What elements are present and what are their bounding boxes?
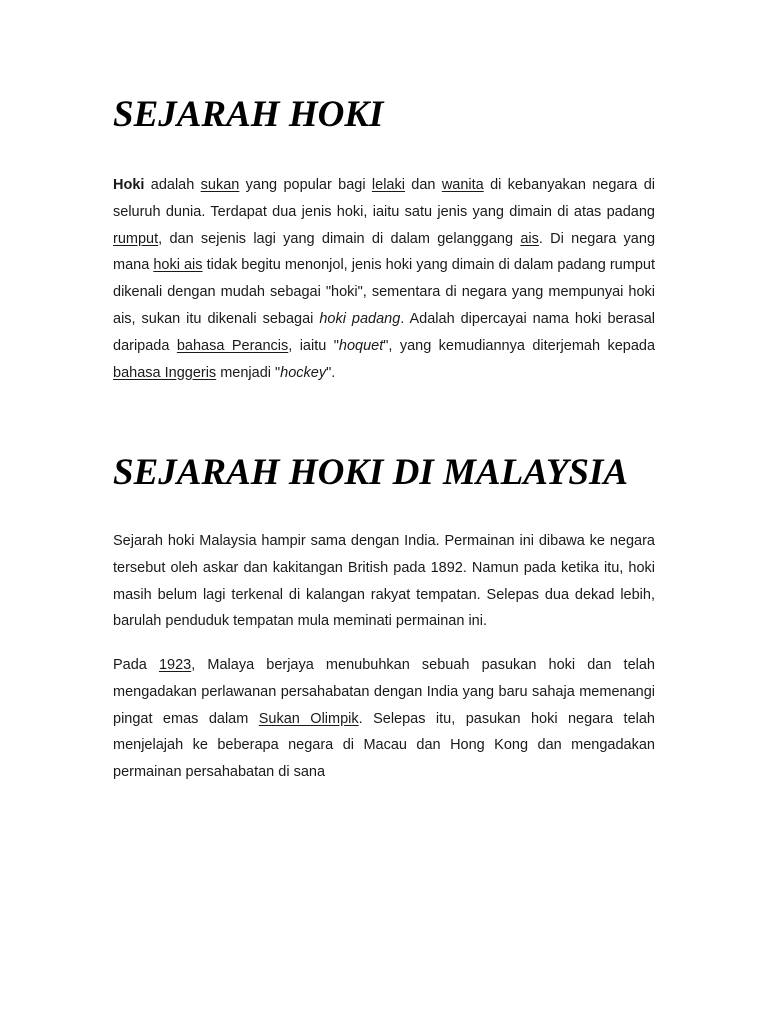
text-span: , Malaya berjaya menubuhkan sebuah pasukan hoki dan telah mengadakan perlawanan persahabatan dengan India yang baru sahaja memenangi pingat emas dalam [113,657,655,727]
text-span: tidak begitu menonjol, jenis hoki yang dimain di dalam padang rumput dikenali dengan mudah sebagai "hoki", sementara di negara yang mempunyai hoki ais, sukan itu dikenali sebagai [113,257,655,327]
text-span: . Di negara yang mana [113,230,656,274]
section-title-sejarah-hoki: SEJARAH HOKI [113,94,384,135]
link-bahasa-perancis[interactable]: bahasa Perancis [176,337,289,354]
link-bahasa-inggeris[interactable]: bahasa Inggeris [113,364,217,381]
text-span: , dan sejenis lagi yang dimain di dalam gelanggang [158,230,521,247]
text-span: . Selepas itu, pasukan hoki negara telah menjelajah ke beberapa negara di Macau dan Hong Kong dan mengadakan permainan persahabatan di sana [113,710,655,781]
text-span: yang popular bagi [239,177,372,193]
text-span-italic: hoki padang [319,310,401,327]
link-ais[interactable]: ais [520,230,539,247]
text-span: di kebanyakan negara di seluruh dunia. Terdapat dua jenis hoki, iaitu satu jenis yang dimain di atas padang [113,177,655,220]
text-span: dan [404,177,442,193]
text-span: Pada [113,657,159,673]
link-lelaki[interactable]: lelaki [371,177,405,193]
link-hoki-ais[interactable]: hoki ais [153,257,203,274]
paragraph-malaysia-history: Sejarah hoki Malaysia hampir sama dengan India. Permainan ini dibawa ke negara tersebut oleh askar dan kakitangan British pada 1892. Namun pada ketika itu, hoki masih belum lagi terkenal di kalangan rakyat tempatan. Selepas dua dekad lebih, barulah penduduk tempatan mula meminati permainan ini. [113,533,655,630]
link-rumput[interactable]: rumput [113,230,159,247]
link-1923[interactable]: 1923 [158,657,192,673]
text-span-italic: hockey [280,364,327,381]
text-span: . Adalah dipercayai nama hoki berasal daripada [113,310,655,354]
text-span-italic: hoquet [338,337,384,354]
paragraph-hoki-intro [113,172,655,386]
text-span: Hoki [113,177,145,193]
link-wanita[interactable]: wanita [441,177,484,193]
link-sukan[interactable]: sukan [200,177,240,193]
text-span: , iaitu " [288,337,339,354]
section-title-sejarah-hoki-malaysia: SEJARAH HOKI DI MALAYSIA [113,452,629,493]
text-span: menjadi " [216,364,281,381]
link-sukan-olimpik[interactable]: Sukan Olimpik [258,710,359,727]
text-span: ". [326,364,336,381]
text-span: adalah [144,177,201,193]
paragraph-malaya-1923 [113,652,655,786]
text-span: ", yang kemudiannya diterjemah kepada [383,337,656,354]
